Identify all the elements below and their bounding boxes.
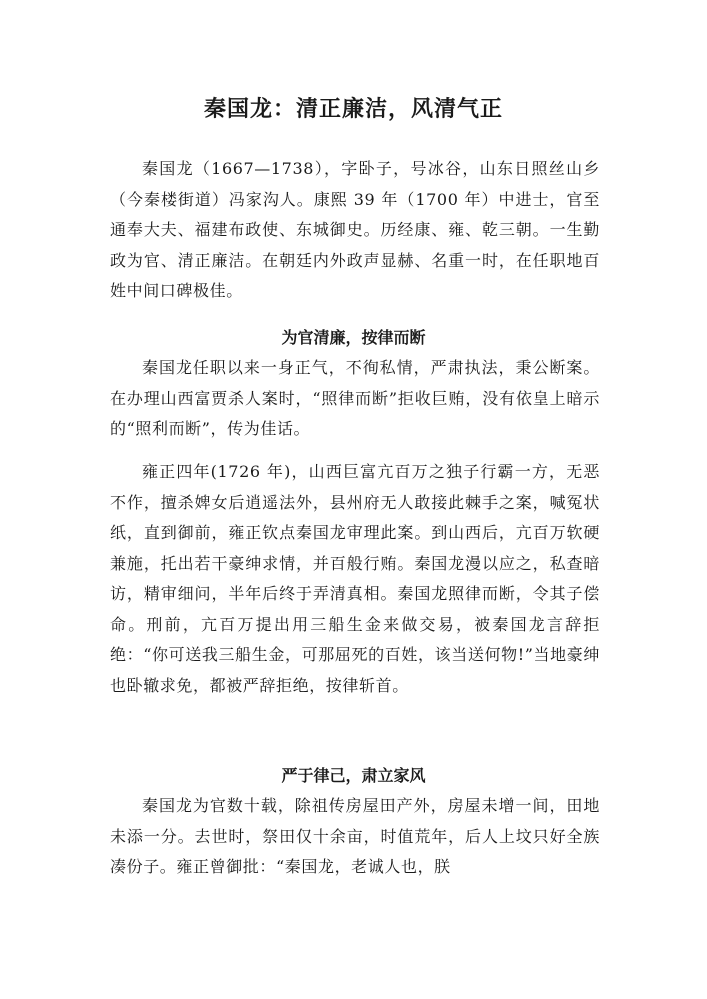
section-heading-integrity: 为官清廉，按律而断 bbox=[281, 328, 426, 347]
document-title: 秦国龙：清正廉洁，风清气正 bbox=[203, 96, 503, 122]
section1-paragraph-2: 雍正四年(1726 年)，山西巨富亢百万之独子行霸一方，无恶不作，擅杀婢女后逍遥法外，县州府无人敢接此棘手之案，喊冤状纸，直到御前，雍正钦点秦国龙审理此案。到山西后，亢百万软硬兼施，托出若干豪绅求情，并百般行贿。秦国龙漫以应之，私查暗访，精审细问，半年后终于弄清真相。秦国龙照律而断，令其子偿命。刑前，亢百万提出用三船生金来做交易，被秦国龙言辞拒绝：“你可送我三船生金，可那屈死的百姓，该当送何物!”当地豪绅也卧辙求免，都被严辞拒绝，按律斩首。 bbox=[110, 462, 600, 695]
section1-paragraph-1: 秦国龙任职以来一身正气，不徇私情，严肃执法，秉公断案。在办理山西富贾杀人案时，“照律而断”拒收巨贿，没有依皇上暗示的“照利而断”，传为佳话。 bbox=[110, 358, 600, 438]
section2-paragraph-1: 秦国龙为官数十载，除祖传房屋田产外，房屋未增一间，田地未添一分。去世时，祭田仅十余亩，时值荒年，后人上坟只好全族凑份子。雍正曾御批：“秦国龙，老诚人也，朕 bbox=[110, 796, 600, 876]
intro-paragraph: 秦国龙（1667—1738），字卧子，号冰谷，山东日照丝山乡（今秦楼街道）冯家沟人。康熙 39 年（1700 年）中进士，官至通奉大夫、福建布政使、东城御史。历经康、雍、乾三朝。一生勤政为官、清正廉洁。在朝廷内外政声显赫、名重一时，在任职地百姓中间口碑极佳。 bbox=[110, 159, 600, 300]
section-heading-discipline: 严于律己，肃立家风 bbox=[281, 766, 426, 785]
